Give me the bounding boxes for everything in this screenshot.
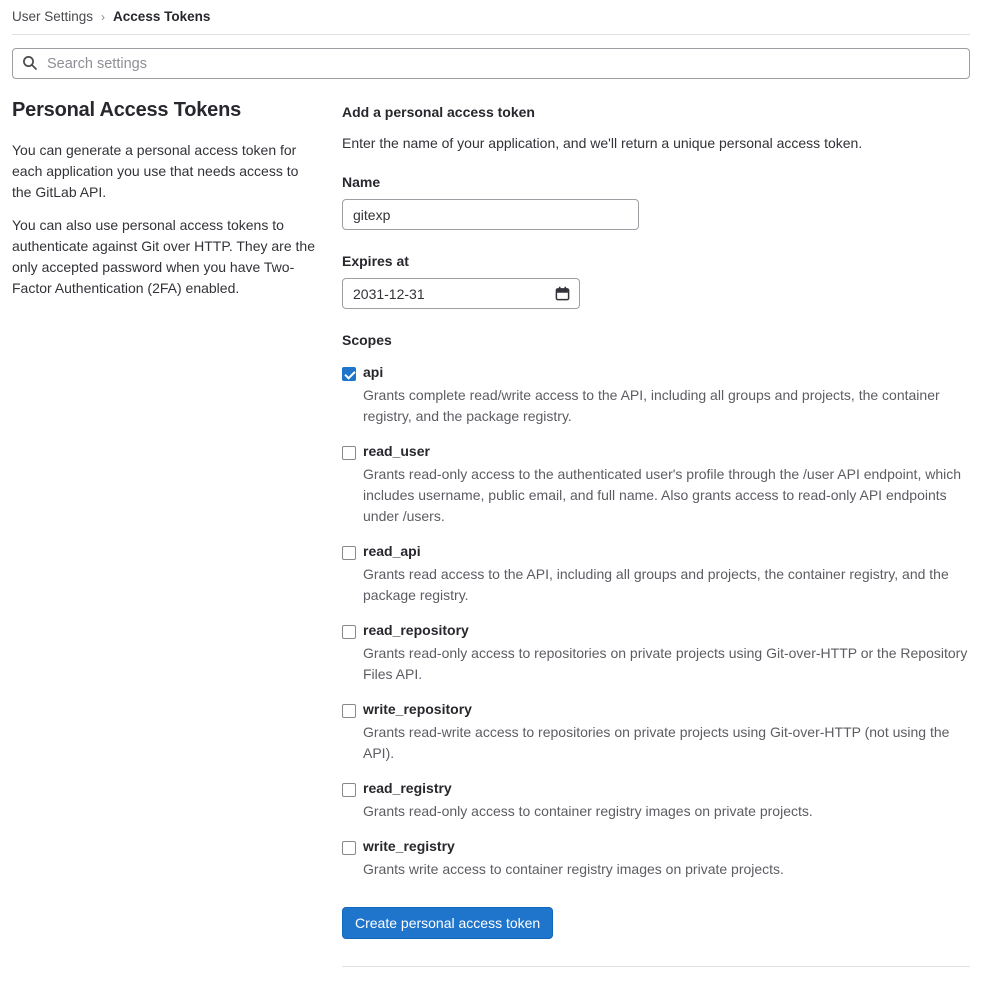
scope-description-api: Grants complete read/write access to the API, including all groups and projects, the container registry, and the package registry. <box>363 387 940 424</box>
scope-checkbox-api[interactable] <box>342 367 356 381</box>
scope-description-write_registry: Grants write access to container registry images on private projects. <box>363 861 784 877</box>
scope-description-read_registry: Grants read-only access to container registry images on private projects. <box>363 803 813 819</box>
scope-checkbox-read_registry[interactable] <box>342 783 356 797</box>
breadcrumb <box>12 0 970 35</box>
scope-checkbox-read_api[interactable] <box>342 546 356 560</box>
breadcrumb-access-tokens: Access Tokens <box>113 9 211 24</box>
scope-name-read_api[interactable]: read_api <box>363 543 421 559</box>
scope-description-write_repository: Grants read-write access to repositories on private projects using Git-over-HTTP (not using the API). <box>363 724 950 761</box>
breadcrumb-chevron-icon: › <box>101 9 106 24</box>
scope-name-write_repository[interactable]: write_repository <box>363 701 472 717</box>
form-description: Enter the name of your application, and we'll return a unique personal access token. <box>342 135 863 151</box>
settings-content <box>12 95 970 967</box>
footer-divider <box>342 966 970 967</box>
scope-checkbox-write_repository[interactable] <box>342 704 356 718</box>
form-title: Add a personal access token <box>342 104 535 120</box>
scope-checkbox-write_registry[interactable] <box>342 841 356 855</box>
scopes-label: Scopes <box>342 332 392 348</box>
scope-name-write_registry[interactable]: write_registry <box>363 838 455 854</box>
scope-name-read_user[interactable]: read_user <box>363 443 430 459</box>
scope-row <box>342 364 970 427</box>
section-description-paragraph: You can generate a personal access token for each application you use that needs access to the GitLab API. <box>12 142 299 200</box>
breadcrumb-user-settings[interactable]: User Settings <box>12 9 94 24</box>
scope-row <box>342 443 970 527</box>
token-form-column <box>342 95 970 967</box>
create-token-button[interactable]: Create personal access token <box>342 907 553 939</box>
scope-row <box>342 701 970 764</box>
scope-name-read_registry[interactable]: read_registry <box>363 780 452 796</box>
scope-description-read_repository: Grants read-only access to repositories on private projects using Git-over-HTTP or the Repository Files API. <box>363 645 968 682</box>
settings-search <box>12 48 970 79</box>
scope-checkbox-read_repository[interactable] <box>342 625 356 639</box>
scope-row <box>342 543 970 606</box>
scope-checkbox-read_user[interactable] <box>342 446 356 460</box>
expires-at-label: Expires at <box>342 253 409 269</box>
scope-name-api[interactable]: api <box>363 364 384 380</box>
section-description-paragraph: You can also use personal access tokens to authenticate against Git over HTTP. They are the only accepted password when you have Two-Factor Authentication (2FA) enabled. <box>12 217 315 296</box>
search-input[interactable] <box>12 48 970 79</box>
expires-at-field <box>342 278 580 309</box>
token-name-input[interactable] <box>342 199 639 230</box>
name-label: Name <box>342 174 381 190</box>
scope-row <box>342 838 970 880</box>
scope-name-read_repository[interactable]: read_repository <box>363 622 469 638</box>
scope-description-read_user: Grants read-only access to the authenticated user's profile through the /user API endpoint, which includes username, public email, and full name. Also grants access to read-only API endpoints under /users. <box>363 466 962 524</box>
page-title: Personal Access Tokens <box>12 99 242 121</box>
expires-at-input[interactable] <box>342 278 580 309</box>
scope-row <box>342 780 970 822</box>
scope-row <box>342 622 970 685</box>
section-description-column <box>12 95 342 967</box>
scope-description-read_api: Grants read access to the API, including all groups and projects, the container registry, and the package registry. <box>363 566 949 603</box>
scopes-list <box>342 364 970 880</box>
